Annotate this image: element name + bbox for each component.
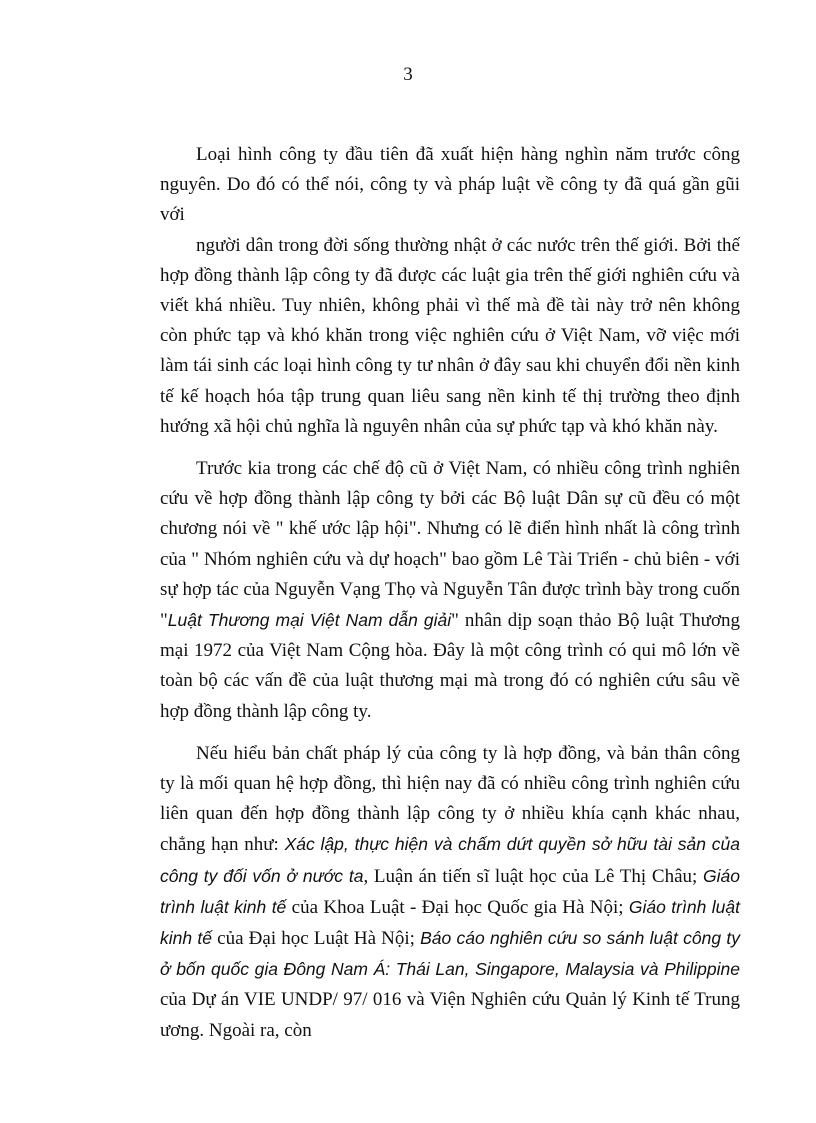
paragraph-2 <box>160 454 740 727</box>
page-number: 3 <box>403 64 413 85</box>
paragraph-3-text-2: , Luận án tiến sĩ luật học của Lê Thị Châu; <box>363 865 704 887</box>
paragraph-1a: Loại hình công ty đầu tiên đã xuất hiện hàng nghìn năm trước công nguyên. Do đó có thể nói, công ty và pháp luật về công ty đã quá gần gũi với <box>160 144 740 226</box>
paragraph-3-text-5: của Dự án VIE UNDP/ 97/ 016 và Viện Nghiên cứu Quản lý Kinh tế Trung ương. Ngoài ra, còn <box>160 989 740 1041</box>
paragraph-1b: người dân trong đời sống thường nhật ở các nước trên thế giới. Bởi thế hợp đồng thành lập công ty đã được các luật gia trên thế giới nghiên cứu và viết khá nhiều. Tuy nhiên, không phải vì thế mà đề tài này trở nên không còn phức tạp và khó khăn trong việc nghiên cứu ở Việt Nam, vỡ việc mới làm tái sinh các loại hình công ty tư nhân ở đây sau khi chuyển đổi nền kinh tế kế hoạch hóa tập trung quan liêu sang nền kinh tế thị trường theo định hướng xã hội chủ nghĩa là nguyên nhân của sự phức tạp và khó khăn này. <box>160 234 740 437</box>
paragraph-3 <box>160 739 740 1046</box>
paragraph-3-italic-3: Giáo trình luật kinh tế <box>160 896 740 949</box>
paragraph-2-italic-title: Luật Thương mại Việt Nam dẫn giải <box>167 610 452 631</box>
paragraph-2-text-1: Trước kia trong các chế độ cũ ở Việt Nam, có nhiều công trình nghiên cứu về hợp đồng thành lập công ty bởi các Bộ luật Dân sự cũ đều có một chương nói về " khế ước lập hội". Nhưng có lẽ điển hình nhất là công trình của " Nhóm nghiên cứu và dự hoạch" bao gồm Lê Tài Triển - chủ biên - với sự hợp tác của Nguyễn Vạng Thọ và Nguyễn Tân được trình bày trong cuốn " <box>160 458 740 632</box>
paragraph-2-text-2: " nhân dịp soạn thảo Bộ luật Thương mại 1972 của Việt Nam Cộng hòa. Đây là một công trình có qui mô lớn về toàn bộ các vấn đề của luật thương mại mà trong đó có nghiên cứu sâu về hợp đồng thành lập công ty. <box>160 610 741 722</box>
paragraph-3-italic-4: Báo cáo nghiên cứu so sánh luật công ty ở bốn quốc gia Đông Nam Á: Thái Lan, Singapore, Malaysia và Philippine <box>160 928 740 980</box>
body-text <box>160 140 740 1058</box>
paragraph-3-italic-2: Giáo trình luật kinh tế <box>160 865 740 917</box>
paragraph-3-text-3: của Khoa Luật - Đại học Quốc gia Hà Nội; <box>286 896 629 918</box>
paragraph-3-italic-1: Xác lập, thực hiện và chấm dứt quyền sở hữu tài sản của công ty đối vốn ở nước ta <box>160 834 740 886</box>
paragraph-3-text-4: của Đại học Luật Hà Nội; <box>211 928 421 950</box>
paragraph-3-text-1: Nếu hiểu bản chất pháp lý của công ty là hợp đồng, và bản thân công ty là mối quan hệ hợp đồng, thì hiện nay đã có nhiều công trình nghiên cứu liên quan đến hợp đồng thành lập công ty ở nhiều khía cạnh khác nhau, chẳng hạn như: <box>160 742 740 856</box>
